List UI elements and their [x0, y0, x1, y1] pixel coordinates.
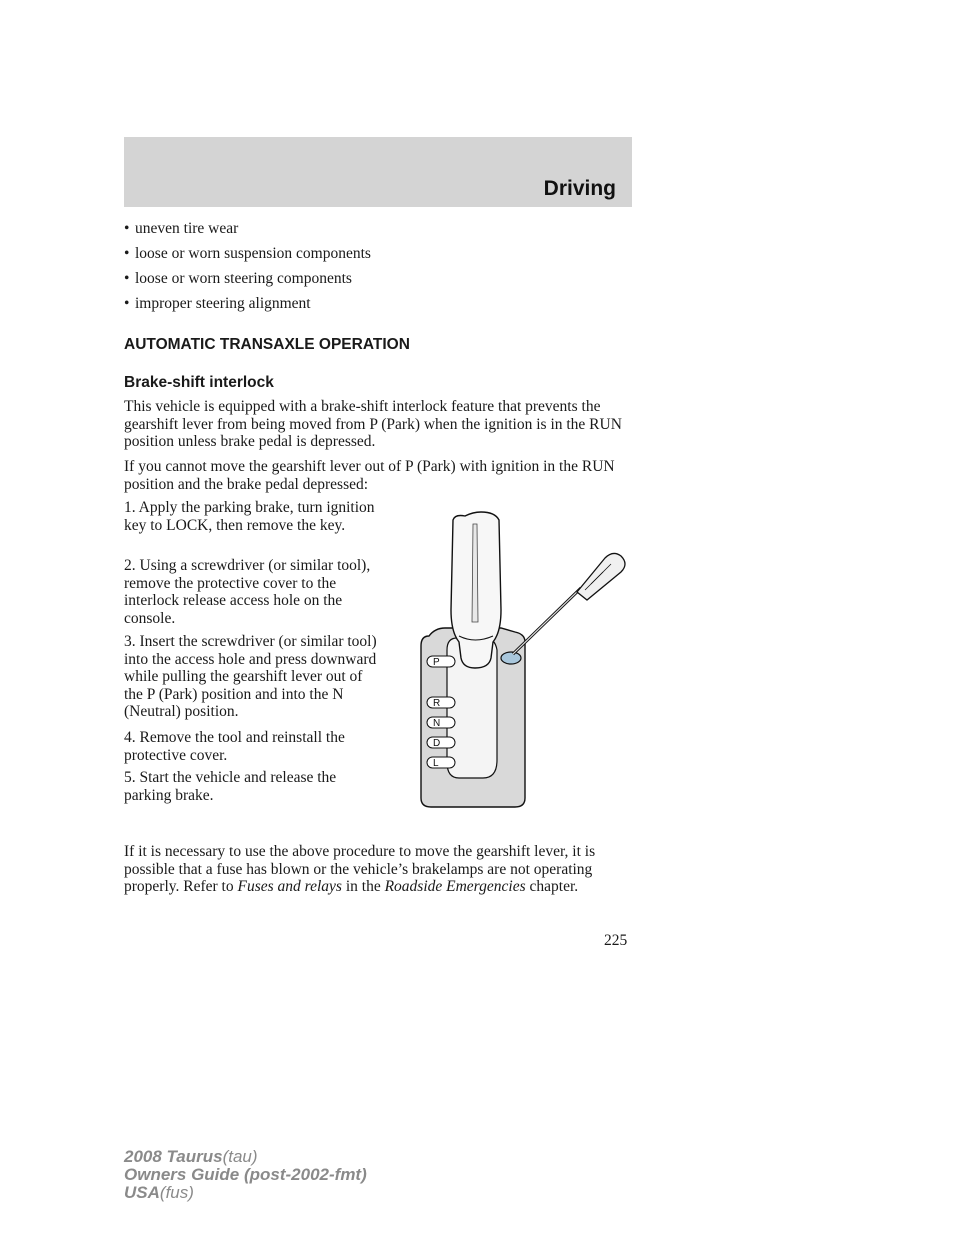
gearshift-diagram-icon: [415, 510, 640, 810]
gear-p-label: P: [433, 657, 440, 668]
document-footer: [124, 1148, 367, 1202]
page-number: 225: [604, 932, 628, 949]
bullet-list: [124, 220, 634, 320]
gear-d-label: D: [433, 738, 441, 749]
footer-market: USA: [124, 1183, 160, 1202]
gearshift-illustration: [415, 510, 640, 810]
screwdriver-icon: [513, 553, 625, 654]
paragraph-intro: This vehicle is equipped with a brake-shift interlock feature that prevents the gearshift lever from being moved from P (Park) when the ignition is in the RUN position unless brake pedal is depressed.: [124, 398, 622, 450]
bullet-icon: •: [124, 295, 130, 312]
section-header-band: [124, 137, 632, 207]
gear-n-label: N: [433, 718, 441, 729]
bullet-icon: •: [124, 270, 130, 287]
step-5: 5. Start the vehicle and release the parking brake.: [124, 769, 337, 804]
list-item: • improper steering alignment: [124, 295, 311, 312]
reference-fuses-and-relays: Fuses and relays: [237, 878, 342, 895]
footer-market-code: (fus): [159, 1183, 194, 1202]
paragraph-note: If it is necessary to use the above procedure to move the gearshift lever, it is possible that a fuse has blown or the vehicle’s brakelamps are not operating properly. Refer to Fuses and relays in the Roadside Emergencies chapter.: [124, 843, 596, 895]
bullet-icon: •: [124, 245, 130, 262]
section-title: Driving: [543, 177, 616, 200]
bullet-icon: •: [124, 220, 130, 237]
list-item: • loose or worn suspension components: [124, 245, 371, 262]
reference-roadside-emergencies: Roadside Emergencies: [384, 878, 526, 895]
step-3: 3. Insert the screwdriver (or similar tool) into the access hole and press downward while pulling the gearshift lever out of the P (Park) position and into the N (Neutral) position.: [124, 633, 377, 720]
subsection-heading: Brake-shift interlock: [124, 374, 274, 391]
step-4: 4. Remove the tool and reinstall the protective cover.: [124, 729, 345, 764]
footer-guide: Owners Guide (post-2002-fmt): [124, 1165, 367, 1184]
footer-model: 2008 Taurus: [124, 1147, 223, 1166]
gear-r-label: R: [433, 698, 441, 709]
list-item: • uneven tire wear: [124, 220, 239, 237]
paragraph-condition: If you cannot move the gearshift lever out of P (Park) with ignition in the RUN position and the brake pedal depressed:: [124, 458, 615, 493]
section-heading: AUTOMATIC TRANSAXLE OPERATION: [124, 336, 410, 353]
footer-model-code: (tau): [222, 1147, 258, 1166]
list-item: • loose or worn steering components: [124, 270, 352, 287]
step-1: 1. Apply the parking brake, turn ignition key to LOCK, then remove the key.: [124, 499, 375, 534]
step-2: 2. Using a screwdriver (or similar tool), remove the protective cover to the interlock release access hole on the console.: [124, 557, 371, 627]
gear-l-label: L: [433, 758, 439, 769]
